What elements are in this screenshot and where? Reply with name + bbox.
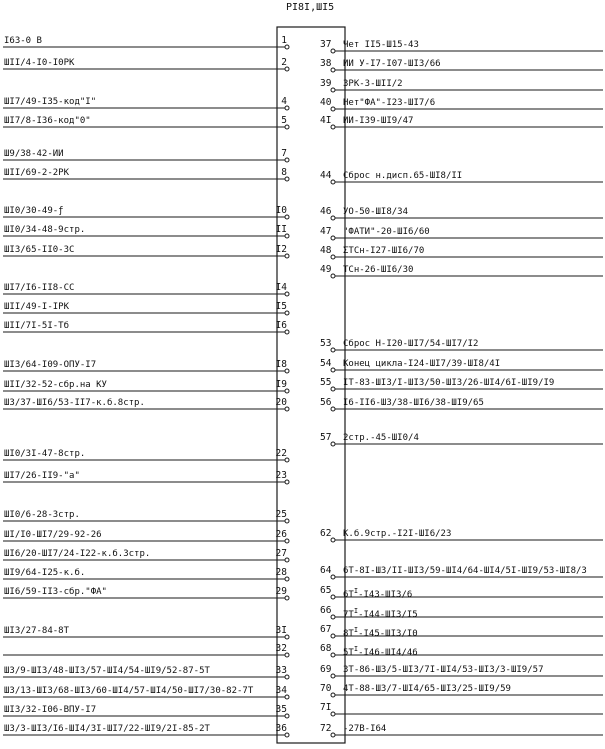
right-signal-label xyxy=(343,79,403,89)
left-pin-number: 29 xyxy=(275,586,287,597)
right-signal-text: 8Т xyxy=(343,629,354,639)
right-pin-number: 64 xyxy=(320,565,332,576)
right-pin-number: 4I xyxy=(320,115,332,126)
right-pin-number: 40 xyxy=(320,97,332,108)
right-signal-label xyxy=(343,586,412,600)
left-signal-label: ШІ7/8-I36-код"0" xyxy=(4,116,91,126)
right-signal-label xyxy=(343,684,511,694)
left-pin-number: 28 xyxy=(275,567,287,578)
right-signal-text: -27В-I64 xyxy=(343,724,387,734)
right-pin-number: 72 xyxy=(320,723,332,734)
left-pin-number: 34 xyxy=(275,685,287,696)
right-signal-label xyxy=(343,398,484,408)
left-pin-number: 25 xyxy=(275,509,287,520)
left-signal-label: ШІ7/49-I35-код"I" xyxy=(4,97,97,107)
left-signal-label: ШІ6/20-ШІ7/24-I22-к.б.3стр. xyxy=(4,549,151,559)
right-signal-label xyxy=(343,665,543,675)
right-pin-number: 47 xyxy=(320,226,332,237)
left-pin-number: 1 xyxy=(281,35,287,46)
right-pin-number: 66 xyxy=(320,605,332,616)
left-pin-number: 22 xyxy=(275,448,287,459)
right-pin-number: 46 xyxy=(320,206,332,217)
connector-title: PI8I,ШІ5 xyxy=(286,2,335,13)
left-pin-number: I0 xyxy=(275,205,287,216)
right-signal-text: УО-50-ШІ8/34 xyxy=(343,207,409,217)
left-signal-label: ШІ3/64-I09-ОПУ-I7 xyxy=(4,360,97,370)
right-pin-number: 62 xyxy=(320,528,332,539)
right-pin-number: 69 xyxy=(320,664,332,675)
right-signal-text: 6Т-8I-Ш3/II-ШІ3/59-ШІ4/64-ШІ4/5I-ШІ9/53-ШІ8/3 xyxy=(343,566,587,576)
left-signal-label: ШІ/I0-ШІ7/29-92-26 xyxy=(4,530,102,540)
right-signal-text: Нет"ФА"-I23-ШІ7/6 xyxy=(343,98,436,108)
left-pin-number: I5 xyxy=(275,301,287,312)
right-pin-number: 67 xyxy=(320,624,332,635)
right-signal-text: 3РК-3-ШІІ/2 xyxy=(343,79,403,89)
right-signal-label xyxy=(343,116,413,126)
right-signal-label xyxy=(343,40,419,50)
left-pin-number: 35 xyxy=(275,704,287,715)
right-signal-label xyxy=(343,566,587,576)
left-signal-label: ШІ0/6-28-3стр. xyxy=(4,510,80,520)
right-signal-text: Сброс н.дисп.65-ШІ8/II xyxy=(343,171,463,181)
right-signal-text: 2стр.-45-ШІ0/4 xyxy=(343,433,419,443)
right-pin-number: 37 xyxy=(320,39,332,50)
right-signal-text: Сброс Н-I20-ШІ7/54-ШІ7/I2 xyxy=(343,339,479,349)
right-signal-label xyxy=(343,529,451,539)
right-pin-number: 54 xyxy=(320,358,332,369)
left-signal-label: Ш9/38-42-ИИ xyxy=(4,149,64,159)
right-signal-superscript: I xyxy=(353,645,359,653)
right-signal-label xyxy=(343,339,478,349)
left-signal-label: ШІІ/7I-5I-Тб xyxy=(4,321,70,331)
right-signal-label xyxy=(343,98,435,108)
left-pin-number: 4 xyxy=(281,96,287,107)
right-pin-number: 65 xyxy=(320,585,332,596)
left-signal-label: ШІ0/30-49-ƒ xyxy=(4,206,64,216)
left-pin-number: 5 xyxy=(281,115,287,126)
right-signal-label xyxy=(343,644,418,658)
left-signal-label: ШІ0/3I-47-8стр. xyxy=(4,449,86,459)
left-signal-label: ШІ9/64-I25-к.б. xyxy=(4,568,86,578)
right-signal-label xyxy=(343,59,441,69)
right-pin-number: 38 xyxy=(320,58,332,69)
left-pin-number: I2 xyxy=(275,244,287,255)
right-signal-label xyxy=(343,171,462,181)
right-signal-superscript: I xyxy=(353,607,359,615)
right-signal-text: К.б.9стр.-I2I-ШІ6/23 xyxy=(343,529,452,539)
right-signal-label xyxy=(343,207,408,217)
left-signal-label: ШІ3/27-84-8Т xyxy=(4,626,70,636)
left-signal-label: ШІІ/69-2-2РК xyxy=(4,168,70,178)
left-pin-number: 2 xyxy=(281,57,287,68)
right-signal-text: 7Т xyxy=(343,610,354,620)
left-signal-label: I63-0 В xyxy=(4,36,42,46)
left-signal-label: ШІ0/34-48-9стр. xyxy=(4,225,86,235)
left-pin-number: II xyxy=(275,224,287,235)
right-signal-label xyxy=(343,227,430,237)
left-pin-number: I6 xyxy=(275,320,287,331)
right-signal-text: 3Т-86-Ш3/5-ШІ3/7I-ШІ4/53-ШІ3/3-ШІ9/57 xyxy=(343,665,544,675)
right-signal-text: I6-II6-Ш3/38-ШІ6/38-ШІ9/65 xyxy=(343,398,484,408)
right-signal-text: 6Т xyxy=(343,590,354,600)
left-signal-label: ШІ3/32-I06-ВПУ-I7 xyxy=(4,705,97,715)
left-signal-label: ШІІ/32-52-сбр.на КУ xyxy=(4,380,107,390)
right-pin-number: 68 xyxy=(320,643,332,654)
right-signal-text: ИИ У-I7-I07-ШІ3/66 xyxy=(343,59,441,69)
right-pin-number: 55 xyxy=(320,377,332,388)
left-signal-label: Ш3/3-ШІ3/I6-ШІ4/3I-ШІ7/22-ШІ9/2I-85-2Т xyxy=(4,724,210,734)
left-signal-label: ШІІ/4-I0-I0РК xyxy=(4,58,75,68)
right-signal-label xyxy=(343,724,386,734)
left-signal-label: ШІ3/65-II0-ЗС xyxy=(4,245,75,255)
right-signal-text: 5Т xyxy=(343,648,354,658)
right-signal-text: "ФАТИ"-20-ШІ6/60 xyxy=(343,227,430,237)
left-signal-label: ШІІ/49-I-IРК xyxy=(4,302,70,312)
right-signal-text: Чет II5-Ш15-43 xyxy=(343,40,419,50)
right-pin-number: 70 xyxy=(320,683,332,694)
right-signal-label xyxy=(343,265,413,275)
right-signal-label xyxy=(343,246,424,256)
right-pin-number: 57 xyxy=(320,432,332,443)
left-pin-number: 20 xyxy=(275,397,287,408)
left-pin-number: 32 xyxy=(275,643,287,654)
right-pin-number: 44 xyxy=(320,170,332,181)
left-pin-number: 8 xyxy=(281,167,287,178)
left-signal-label: Ш3/9-ШІ3/48-ШІ3/57-ШІ4/54-ШІ9/52-87-5Т xyxy=(4,666,210,676)
right-signal-rest: -I44-ШІ3/I5 xyxy=(358,610,418,620)
right-pin-number: 48 xyxy=(320,245,332,256)
right-pin-number: 7I xyxy=(320,702,332,713)
left-pin-number: I8 xyxy=(275,359,287,370)
left-pin-number: 3I xyxy=(275,625,287,636)
right-signal-rest: -I45-ШІ3/I0 xyxy=(358,629,418,639)
left-pin-number: I9 xyxy=(275,379,287,390)
right-signal-label xyxy=(343,606,418,620)
left-pin-number: 33 xyxy=(275,665,287,676)
right-signal-label xyxy=(343,359,500,369)
left-pin-number: 26 xyxy=(275,529,287,540)
wires xyxy=(3,45,603,737)
left-pin-number: I4 xyxy=(275,282,287,293)
left-signal-label: Ш3/13-ШІ3/68-ШІ3/60-ШІ4/57-ШІ4/50-ШІ7/30-82-7Т xyxy=(4,686,254,696)
right-signal-label xyxy=(343,433,419,443)
right-signal-text: IТ-83-ШІ3/I-ШІ3/50-ШІ3/26-ШІ4/6I-ШІ9/I9 xyxy=(343,378,555,388)
right-signal-text: Конец цикла-I24-ШІ7/39-ШІ8/4I xyxy=(343,359,501,369)
right-signal-label xyxy=(343,625,418,639)
right-signal-text: ИИ-I39-ШІ9/47 xyxy=(343,116,414,126)
right-signal-rest: -I46-ШІ4/46 xyxy=(358,648,418,658)
left-signal-label: ШІ7/26-II9-"а" xyxy=(4,471,80,481)
left-pin-number: 36 xyxy=(275,723,287,734)
left-pin-number: 7 xyxy=(281,148,287,159)
right-pin-number: 39 xyxy=(320,78,332,89)
left-signal-label: Ш3/37-ШІ6/53-II7-к.б.8стр. xyxy=(4,398,145,408)
right-signal-text: ТСн-26-ШІ6/30 xyxy=(343,265,414,275)
right-signal-superscript: I xyxy=(353,626,359,634)
right-pin-number: 49 xyxy=(320,264,332,275)
left-signal-label: ШІ6/59-II3-сбр."ФА" xyxy=(4,587,107,597)
left-pin-number: 23 xyxy=(275,470,287,481)
right-signal-text: ΣТСн-I27-ШІ6/70 xyxy=(343,246,425,256)
right-signal-rest: -I43-ШІ3/6 xyxy=(358,590,413,600)
right-signal-text: 4Т-88-Ш3/7-ШІ4/65-ШІ3/25-ШІ9/59 xyxy=(343,684,511,694)
right-signal-superscript: I xyxy=(353,587,359,595)
right-pin-number: 56 xyxy=(320,397,332,408)
right-signal-label xyxy=(343,378,554,388)
left-signal-label: ШІ7/I6-II8-СС xyxy=(4,283,75,293)
left-pin-number: 27 xyxy=(275,548,287,559)
right-pin-number: 53 xyxy=(320,338,332,349)
